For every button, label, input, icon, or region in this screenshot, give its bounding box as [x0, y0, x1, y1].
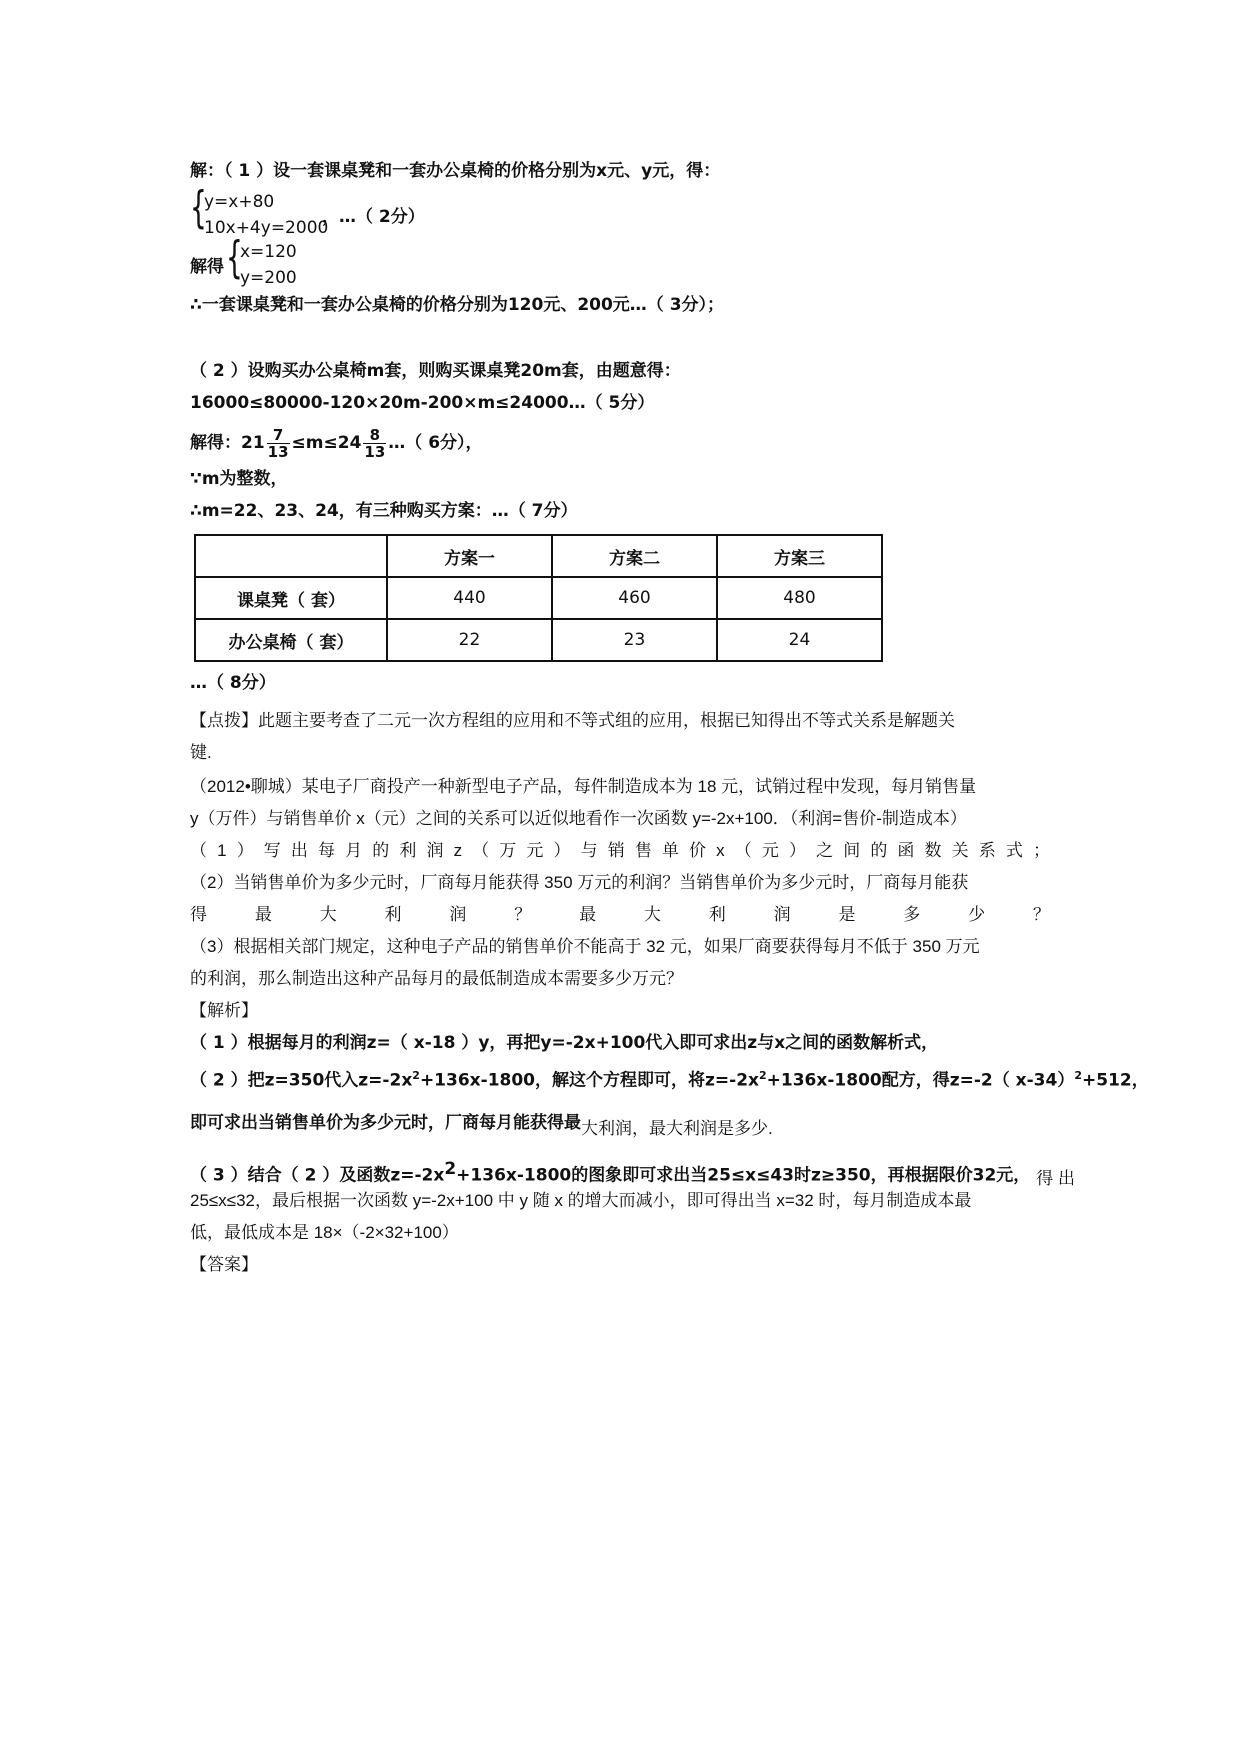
- score-8: …（ 8分）: [190, 673, 276, 693]
- answer-header: 【答案】: [190, 1255, 258, 1274]
- analysis-p2: （ 2 ）把z=350代入$z=-2x^2+136x-1800$，解这个方程即可，将$z=-2x^2+136x-1800$配方，得z=-2（ x-34）$^2$+512，: [190, 1069, 1149, 1091]
- table-row-label: 办公桌椅（ 套）: [195, 619, 387, 661]
- part2-intro: （ 2 ）设购买办公桌椅m套，则购买课桌凳20m套，由题意得：: [190, 361, 681, 381]
- analysis-header: 【解析】: [190, 1001, 258, 1020]
- table-cell: 22: [387, 619, 552, 661]
- equation-2: 10x+4y=2000: [204, 218, 329, 238]
- analysis-p1: （ 1 ）根据每月的利润z=（ x-18 ）y，再把y=-2x+100代入即可求出z与x之间的函数解析式，: [190, 1033, 939, 1053]
- brace-symbol: {: [226, 232, 243, 283]
- because-statement: ∵m为整数，: [190, 469, 288, 489]
- table-cell: 440: [387, 577, 552, 619]
- solve-result-2: [190, 426, 483, 460]
- fraction-8-13: $\frac{8}{13}$: [364, 425, 386, 461]
- table-cell: 23: [552, 619, 717, 661]
- problem-line-5: 得 最 大 利 润 ？ 最 大 利 润 是 多 少 ？: [190, 905, 1050, 924]
- score-2: ，…（ 2分）: [322, 207, 425, 227]
- table-header-row: [195, 535, 882, 577]
- conclusion-1: ∴一套课桌凳和一套办公桌椅的价格分别为120元、200元…（ 3分）；: [190, 295, 725, 315]
- table-cell: 460: [552, 577, 717, 619]
- analysis-p6: 低，最低成本是 18×（-2×32+100）: [190, 1223, 459, 1242]
- table-header-cell: 方案三: [717, 535, 882, 577]
- table-header-cell: [195, 535, 387, 577]
- solve-label: 解得: [190, 257, 224, 277]
- table-row: [195, 577, 882, 619]
- analysis-p4: （ 3 ）结合（ 2 ）及函数$z=-2x^2+136x-1800$的图象即可求出当25≤x≤43时z≥350，再根据限价32元， 得 出: [190, 1159, 1076, 1189]
- brace-symbol: {: [190, 182, 207, 233]
- analysis-p5: 25≤x≤32，最后根据一次函数 y=-2x+100 中 y 随 x 的增大而减小，即可得出当 x=32 时，每月制造成本最: [190, 1191, 972, 1210]
- problem-line-6: （3）根据相关部门规定，这种电子产品的销售单价不能高于 32 元，如果厂商要获得每月不低于 350 万元: [190, 937, 980, 956]
- therefore-statement: ∴m=22、23、24，有三种购买方案：…（ 7分）: [190, 501, 578, 521]
- problem-line-2: y（万件）与销售单价 x（元）之间的关系可以近似地看作一次函数 y=-2x+100．（利润=售价-制造成本）: [190, 809, 967, 828]
- solution-intro: 解：（ 1 ）设一套课桌凳和一套办公桌椅的价格分别为x元、y元，得：: [190, 161, 721, 181]
- solve2-middle: ≤m≤24: [291, 433, 362, 453]
- fraction-7-13: $\frac{7}{13}$: [267, 425, 289, 461]
- solution-x: x=120: [240, 242, 297, 262]
- plan-table: [194, 534, 883, 662]
- solve2-suffix: …（ 6分），: [388, 433, 483, 453]
- equation-1: y=x+80: [204, 192, 275, 212]
- problem-line-3: （ 1 ） 写 出 每 月 的 利 润 z （ 万 元 ） 与 销 售 单 价 x （ 元 ） 之 间 的 函 数 关 系 式 ；: [190, 841, 1050, 860]
- problem-line-1: （2012•聊城）某电子厂商投产一种新型电子产品，每件制造成本为 18 元，试销过程中发现，每月销售量: [190, 777, 977, 796]
- solve2-prefix: 解得：21: [190, 433, 265, 453]
- table-header-cell: 方案二: [552, 535, 717, 577]
- problem-line-4: （2）当销售单价为多少元时，厂商每月能获得 350 万元的利润？当销售单价为多少元时，厂商每月能获: [190, 873, 969, 892]
- analysis-p3: 即可求出当销售单价为多少元时，厂商每月能获得最大利润，最大利润是多少.: [190, 1113, 773, 1138]
- solution-y: y=200: [240, 268, 297, 288]
- inequality: 16000≤80000-120×20m-200×m≤24000…（ 5分）: [190, 393, 655, 413]
- table-cell: 24: [717, 619, 882, 661]
- tip-line-2: 键.: [190, 743, 212, 762]
- table-row: [195, 619, 882, 661]
- table-cell: 480: [717, 577, 882, 619]
- table-header-cell: 方案一: [387, 535, 552, 577]
- table-row-label: 课桌凳（ 套）: [195, 577, 387, 619]
- problem-line-7: 的利润，那么制造出这种产品每月的最低制造成本需要多少万元？: [190, 969, 683, 988]
- tip-line-1: 【点拨】此题主要考查了二元一次方程组的应用和不等式组的应用，根据已知得出不等式关系是解题关: [190, 711, 955, 730]
